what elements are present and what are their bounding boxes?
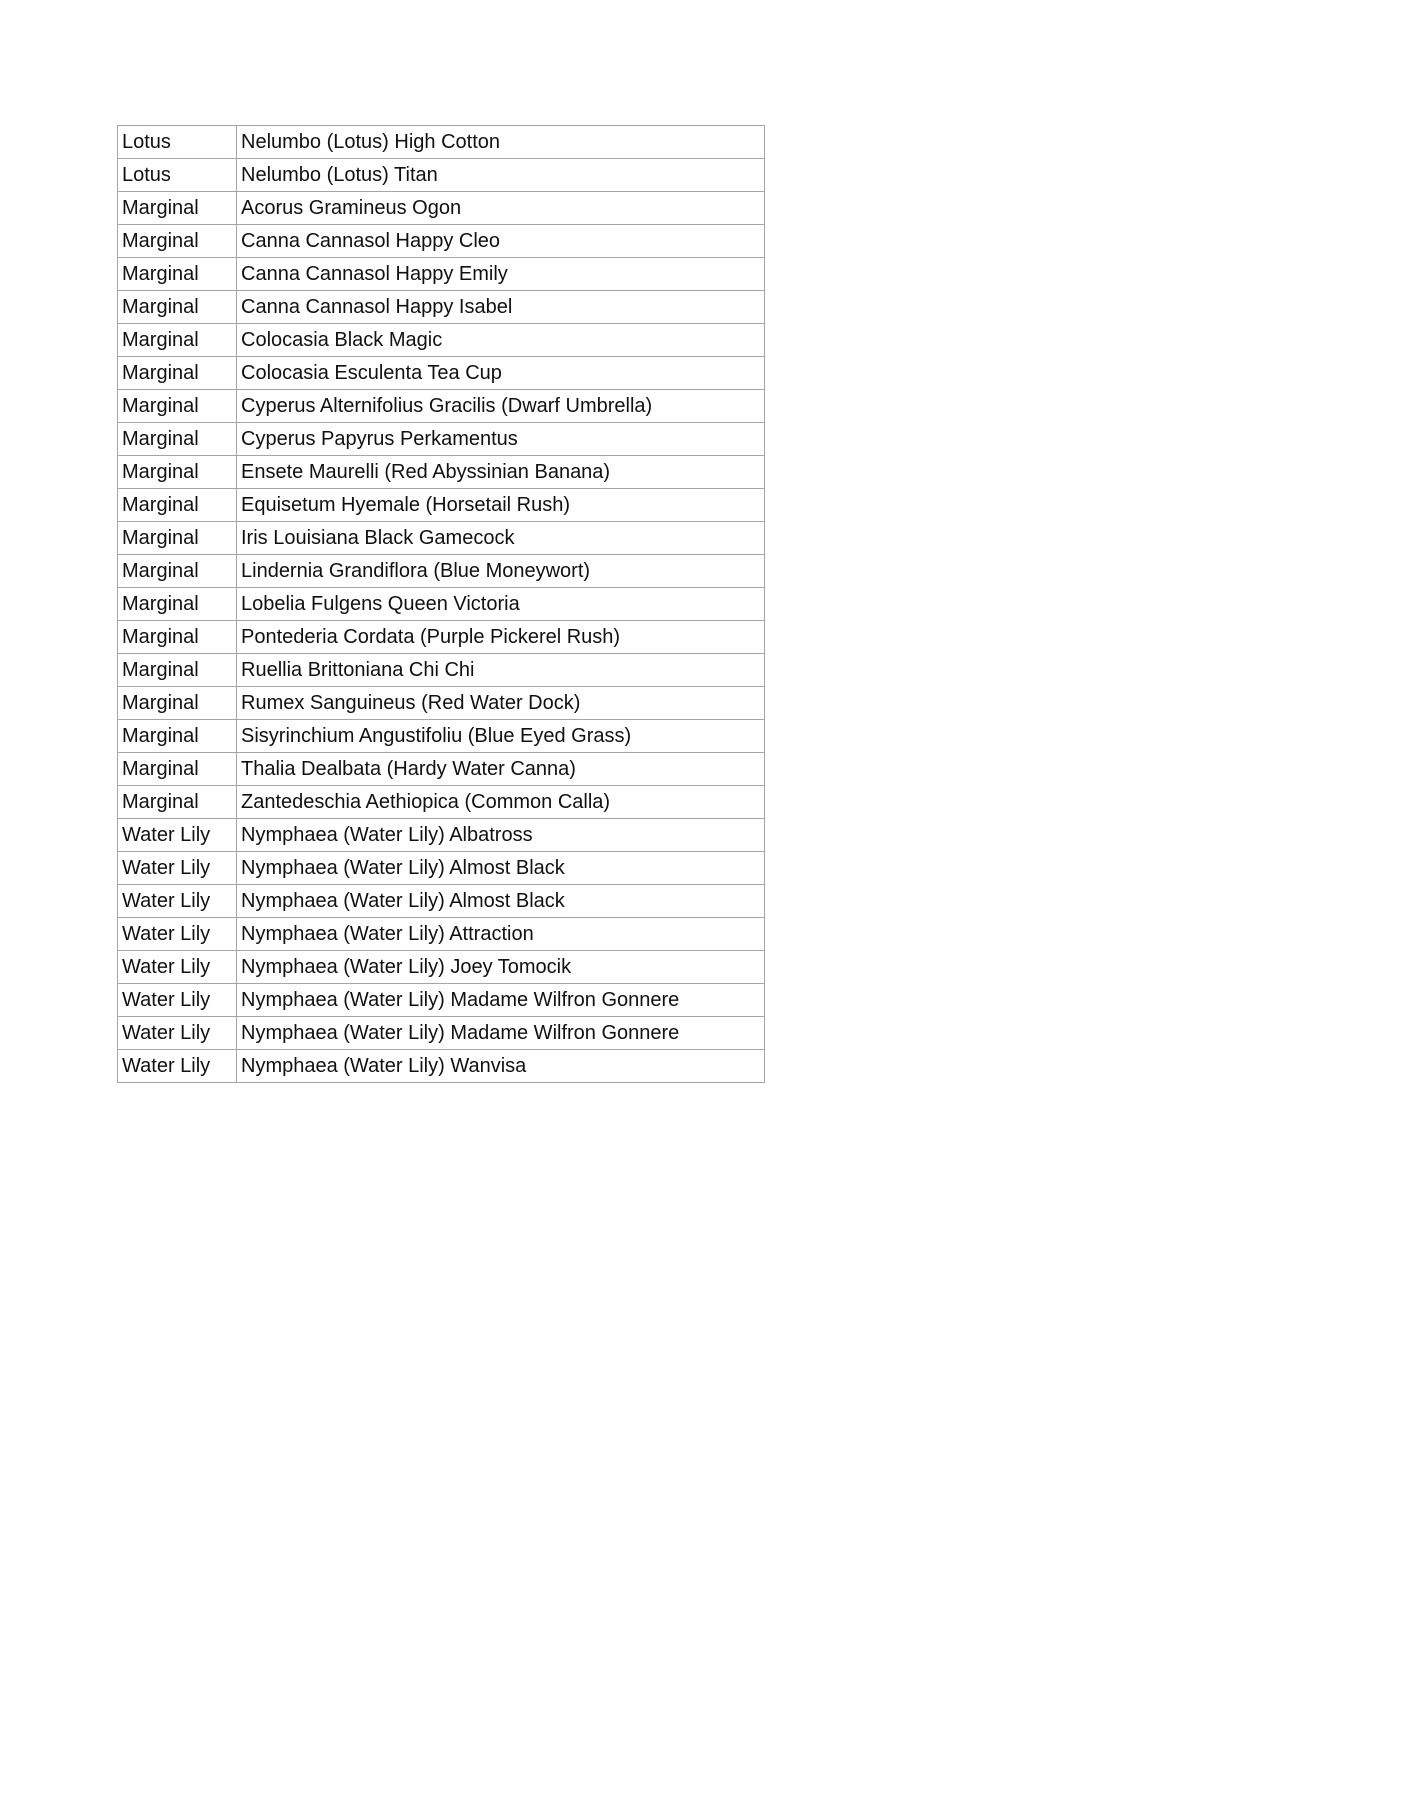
table-row [118,225,765,258]
plant-name-cell: Ruellia Brittoniana Chi Chi [237,654,765,687]
category-cell: Marginal [118,654,237,687]
table-row [118,1017,765,1050]
table-row [118,159,765,192]
plant-name-cell: Canna Cannasol Happy Cleo [237,225,765,258]
plant-table [117,125,765,1083]
plant-name-cell: Canna Cannasol Happy Isabel [237,291,765,324]
table-row [118,654,765,687]
table-row [118,1050,765,1083]
category-cell: Marginal [118,258,237,291]
table-row [118,357,765,390]
plant-name-cell: Nymphaea (Water Lily) Almost Black [237,885,765,918]
table-row [118,258,765,291]
table-row [118,720,765,753]
table-row [118,456,765,489]
table-row [118,753,765,786]
category-cell: Marginal [118,522,237,555]
table-row [118,687,765,720]
category-cell: Marginal [118,588,237,621]
table-row [118,291,765,324]
category-cell: Marginal [118,456,237,489]
plant-name-cell: Rumex Sanguineus (Red Water Dock) [237,687,765,720]
category-cell: Water Lily [118,1017,237,1050]
category-cell: Marginal [118,786,237,819]
category-cell: Lotus [118,159,237,192]
table-row [118,390,765,423]
plant-name-cell: Nymphaea (Water Lily) Madame Wilfron Gonnere [237,1017,765,1050]
plant-name-cell: Nelumbo (Lotus) Titan [237,159,765,192]
plant-name-cell: Cyperus Papyrus Perkamentus [237,423,765,456]
table-row [118,588,765,621]
category-cell: Marginal [118,390,237,423]
plant-name-cell: Colocasia Esculenta Tea Cup [237,357,765,390]
category-cell: Water Lily [118,984,237,1017]
category-cell: Marginal [118,555,237,588]
table-row [118,423,765,456]
category-cell: Marginal [118,324,237,357]
table-row [118,555,765,588]
category-cell: Marginal [118,291,237,324]
plant-name-cell: Canna Cannasol Happy Emily [237,258,765,291]
table-row [118,786,765,819]
category-cell: Marginal [118,225,237,258]
table-row [118,885,765,918]
category-cell: Marginal [118,720,237,753]
table-row [118,621,765,654]
table-row [118,522,765,555]
table-row [118,918,765,951]
plant-name-cell: Nymphaea (Water Lily) Madame Wilfron Gonnere [237,984,765,1017]
plant-name-cell: Zantedeschia Aethiopica (Common Calla) [237,786,765,819]
table-row [118,951,765,984]
category-cell: Water Lily [118,819,237,852]
plant-table-body [118,126,765,1083]
category-cell: Water Lily [118,918,237,951]
category-cell: Marginal [118,423,237,456]
category-cell: Lotus [118,126,237,159]
category-cell: Marginal [118,489,237,522]
table-row [118,852,765,885]
category-cell: Marginal [118,687,237,720]
category-cell: Water Lily [118,852,237,885]
category-cell: Water Lily [118,951,237,984]
plant-name-cell: Equisetum Hyemale (Horsetail Rush) [237,489,765,522]
plant-name-cell: Iris Louisiana Black Gamecock [237,522,765,555]
plant-name-cell: Nymphaea (Water Lily) Joey Tomocik [237,951,765,984]
plant-name-cell: Lindernia Grandiflora (Blue Moneywort) [237,555,765,588]
category-cell: Marginal [118,753,237,786]
category-cell: Marginal [118,357,237,390]
plant-name-cell: Thalia Dealbata (Hardy Water Canna) [237,753,765,786]
plant-name-cell: Nymphaea (Water Lily) Attraction [237,918,765,951]
category-cell: Water Lily [118,885,237,918]
plant-name-cell: Nymphaea (Water Lily) Wanvisa [237,1050,765,1083]
plant-name-cell: Colocasia Black Magic [237,324,765,357]
plant-name-cell: Nelumbo (Lotus) High Cotton [237,126,765,159]
table-row [118,126,765,159]
category-cell: Water Lily [118,1050,237,1083]
plant-name-cell: Sisyrinchium Angustifoliu (Blue Eyed Grass) [237,720,765,753]
table-row [118,324,765,357]
table-row [118,819,765,852]
plant-name-cell: Acorus Gramineus Ogon [237,192,765,225]
plant-name-cell: Lobelia Fulgens Queen Victoria [237,588,765,621]
plant-name-cell: Nymphaea (Water Lily) Almost Black [237,852,765,885]
plant-name-cell: Cyperus Alternifolius Gracilis (Dwarf Umbrella) [237,390,765,423]
plant-name-cell: Pontederia Cordata (Purple Pickerel Rush) [237,621,765,654]
table-row [118,489,765,522]
category-cell: Marginal [118,192,237,225]
table-row [118,984,765,1017]
plant-name-cell: Nymphaea (Water Lily) Albatross [237,819,765,852]
plant-name-cell: Ensete Maurelli (Red Abyssinian Banana) [237,456,765,489]
table-row [118,192,765,225]
category-cell: Marginal [118,621,237,654]
